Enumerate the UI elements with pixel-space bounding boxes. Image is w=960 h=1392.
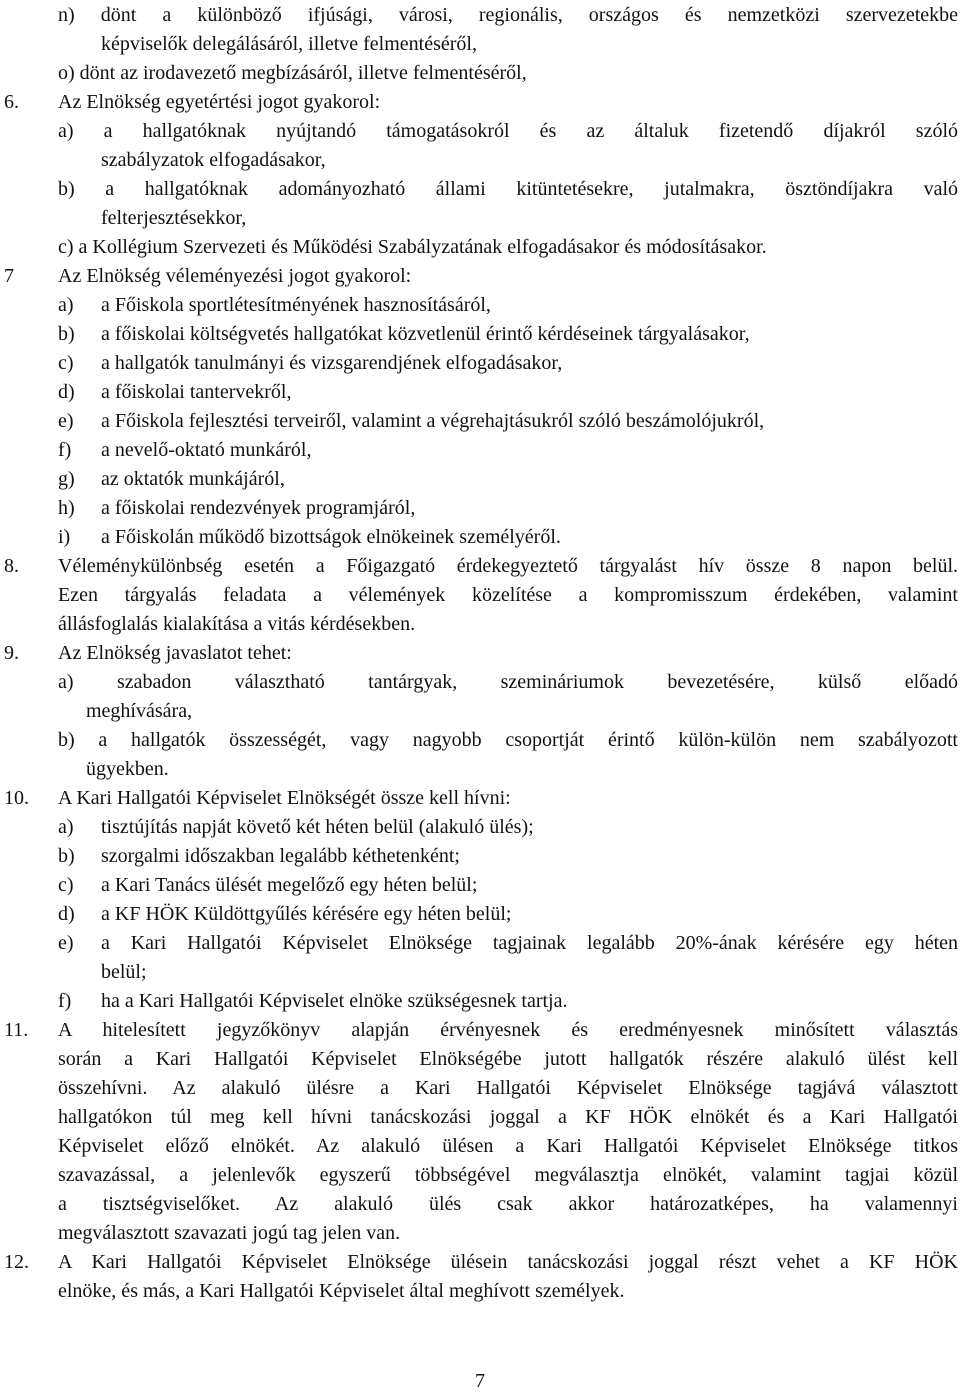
section-6-item-c: c) a Kollégium Szervezeti és Működési Szabályzatának elfogadásakor és módosításakor.: [58, 236, 767, 258]
section-10-label-d: d): [58, 903, 75, 925]
section-7-item-f: a nevelő-oktató munkáról,: [101, 439, 312, 461]
section-number-9: 9.: [4, 642, 19, 664]
section-7-label-g: g): [58, 468, 75, 490]
section-number-10: 10.: [4, 787, 29, 809]
section-number-7: 7: [4, 265, 14, 287]
section-11-text-2: során a Kari Hallgatói Képviselet Elnökségébe jutott hallgatók részére alakuló ülést kell: [58, 1048, 958, 1070]
section-7-label-i: i): [58, 526, 71, 548]
section-9-heading: Az Elnökség javaslatot tehet:: [58, 642, 292, 664]
section-7-label-e: e): [58, 410, 74, 432]
section-10-label-f: f): [58, 990, 72, 1012]
section-7-item-b: a főiskolai költségvetés hallgatókat közvetlenül érintő kérdéseinek tárgyalásakor,: [101, 323, 750, 345]
section-7-item-a: a Főiskola sportlétesítményének hasznosításáról,: [101, 294, 491, 316]
page-number: 7: [475, 1370, 485, 1392]
section-10-label-e: e): [58, 932, 74, 954]
section-7-item-i: a Főiskolán működő bizottságok elnökeinek személyéről.: [101, 526, 561, 548]
list-item-o: o) dönt az irodavezető megbízásáról, illetve felmentéséről,: [58, 62, 527, 84]
section-number-11: 11.: [4, 1019, 29, 1041]
section-10-label-a: a): [58, 816, 74, 838]
section-7-item-d: a főiskolai tantervekről,: [101, 381, 292, 403]
section-10-item-e: a Kari Hallgatói Képviselet Elnöksége tagjainak legalább 20%-ának kérésére egy héten: [101, 932, 958, 954]
section-7-label-f: f): [58, 439, 72, 461]
section-7-item-g: az oktatók munkájáról,: [101, 468, 285, 490]
section-10-heading: A Kari Hallgatói Képviselet Elnökségét össze kell hívni:: [58, 787, 511, 809]
section-marker: [19, 91, 24, 113]
section-11-text-4: hallgatókon túl meg kell hívni tanácskozási joggal a KF HÖK elnökét és a Kari Hallgatói: [58, 1106, 958, 1128]
section-6-item-b-cont: felterjesztésekkor,: [101, 207, 247, 229]
section-7-label-d: d): [58, 381, 75, 403]
section-7-item-h: a főiskolai rendezvények programjáról,: [101, 497, 416, 519]
section-11-text-5: Képviselet előző elnökét. Az alakuló ülésen a Kari Hallgatói Képviselet Elnöksége titkos: [58, 1135, 958, 1157]
section-6-item-a: a) a hallgatóknak nyújtandó támogatásokról és az általuk fizetendő díjakról szóló: [58, 120, 958, 142]
section-11-text-7: a tisztségviselőket. Az alakuló ülés csak akkor határozatképes, ha valamennyi: [58, 1193, 958, 1215]
list-item-n: n) dönt a különböző ifjúsági, városi, regionális, országos és nemzetközi szervezetekbe: [58, 4, 958, 26]
section-10-item-d: a KF HÖK Küldöttgyűlés kérésére egy héten belül;: [101, 903, 512, 925]
section-9-item-a: a) szabadon választható tantárgyak, szemináriumok bevezetésére, külső előadó: [58, 671, 958, 693]
section-11-text-6: szavazással, a jelenlevők egyszerű többségével megválasztja elnökét, valamint tagjai közül: [58, 1164, 958, 1186]
section-10-item-e-cont: belül;: [101, 961, 147, 983]
section-10-label-c: c): [58, 874, 74, 896]
section-number-8: 8.: [4, 555, 19, 577]
section-10-item-b: szorgalmi időszakban legalább kéthetenként;: [101, 845, 460, 867]
section-11-text-3: összehívni. Az alakuló ülésre a Kari Hallgatói Képviselet Elnöksége tagjává választott: [58, 1077, 958, 1099]
section-8-text-2: Ezen tárgyalás feladata a vélemények közelítése a kompromisszum érdekében, valamint: [58, 584, 958, 606]
section-7-label-h: h): [58, 497, 75, 519]
section-9-item-a-cont: meghívására,: [86, 700, 193, 722]
section-8-text-1: Véleménykülönbség esetén a Főigazgató érdekegyeztető tárgyalást hív össze 8 napon belül.: [58, 555, 958, 577]
section-9-item-b: b) a hallgatók összességét, vagy nagyobb csoportját érintő külön-külön nem szabályozott: [58, 729, 958, 751]
section-7-item-c: a hallgatók tanulmányi és vizsgarendjének elfogadásakor,: [101, 352, 563, 374]
section-number-12: 12.: [4, 1251, 29, 1273]
section-10-label-b: b): [58, 845, 75, 867]
section-10-item-f: ha a Kari Hallgatói Képviselet elnöke szükségesnek tartja.: [101, 990, 568, 1012]
section-11-text-8: megválasztott szavazati jogú tag jelen van.: [58, 1222, 401, 1244]
section-12-text-2: elnöke, és más, a Kari Hallgatói Képviselet által meghívott személyek.: [58, 1280, 625, 1302]
section-6-heading: Az Elnökség egyetértési jogot gyakorol:: [58, 91, 381, 113]
section-7-label-a: a): [58, 294, 74, 316]
section-10-item-c: a Kari Tanács ülését megelőző egy héten belül;: [101, 874, 478, 896]
section-11-text-1: A hitelesített jegyzőkönyv alapján érvényesnek és eredményesnek minősített választás: [58, 1019, 958, 1041]
section-number-6: 6.: [4, 87, 24, 117]
section-6-item-b: b) a hallgatóknak adományozható állami kitüntetésekre, jutalmakra, ösztöndíjakra való: [58, 178, 958, 200]
section-9-item-b-cont: ügyekben.: [86, 758, 169, 780]
section-10-item-a: tisztújítás napját követő két héten belül (alakuló ülés);: [101, 816, 534, 838]
list-item-n-cont: képviselők delegálásáról, illetve felmentéséről,: [101, 33, 477, 55]
section-12-text-1: A Kari Hallgatói Képviselet Elnöksége ülésein tanácskozási joggal részt vehet a KF HÖK: [58, 1251, 958, 1273]
section-8-text-3: állásfoglalás kialakítása a vitás kérdésekben.: [58, 613, 416, 635]
section-7-label-b: b): [58, 323, 75, 345]
section-7-label-c: c): [58, 352, 74, 374]
section-7-item-e: a Főiskola fejlesztési terveiről, valamint a végrehajtásukról szóló beszámolójukról,: [101, 410, 765, 432]
section-6-item-a-cont: szabályzatok elfogadásakor,: [101, 149, 326, 171]
section-7-heading: Az Elnökség véleményezési jogot gyakorol:: [58, 265, 412, 287]
